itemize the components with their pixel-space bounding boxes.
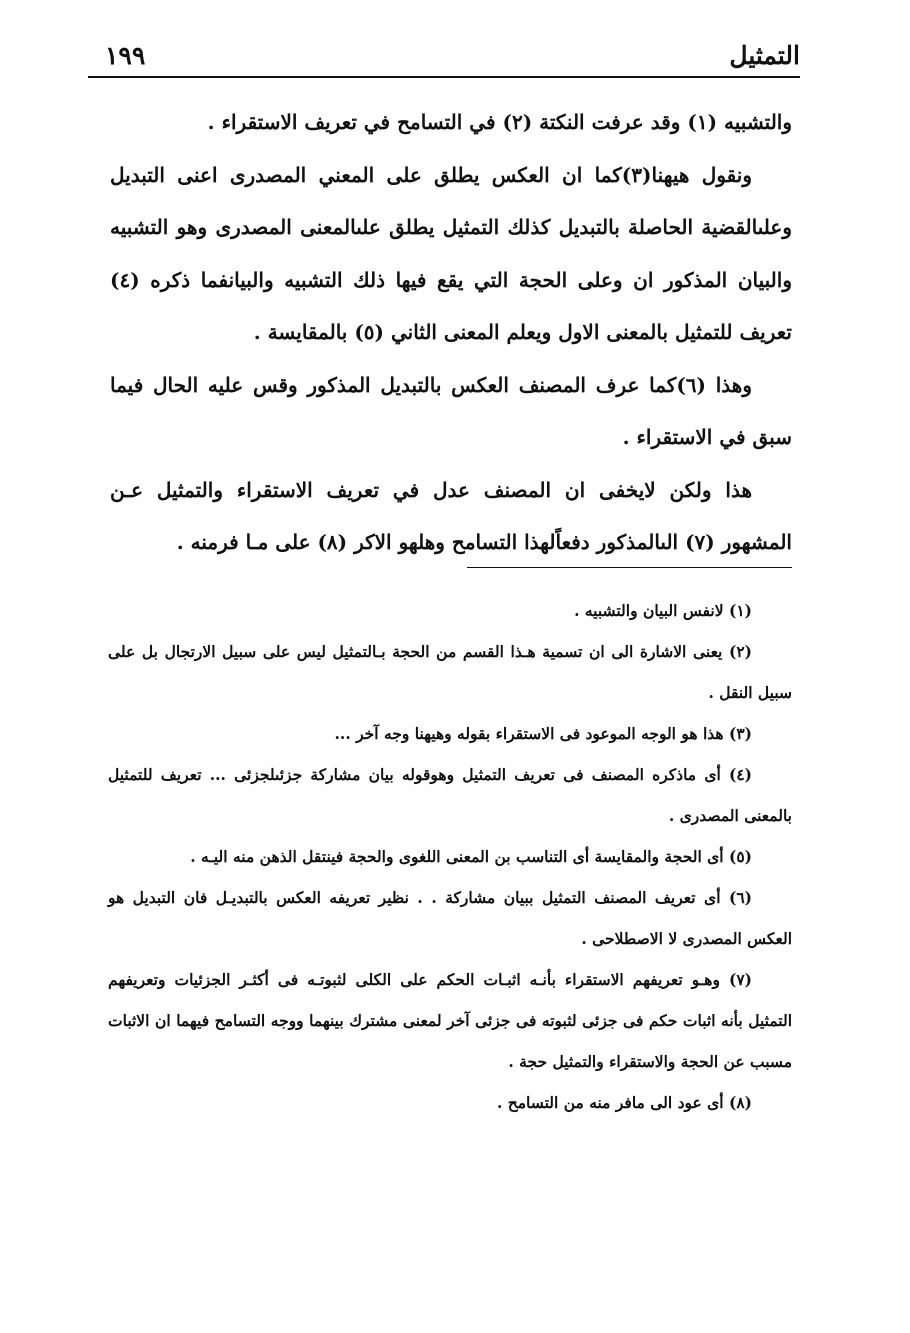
footnote: (٥) أى الحجة والمقايسة أى التناسب بن المعنى اللغوى والحجة فينتقل الذهن منه اليـه . — [190, 847, 752, 866]
page-header — [105, 30, 800, 70]
footnote: (٢) يعنى الاشارة الى ان تسمية هـذا القسم من الحجة بـالتمثيل ليس على سبيل الارتجال بل على سبيل النقل . — [108, 642, 792, 702]
footnote: (٦) أى تعريف المصنف التمثيل ببيان مشاركة . . نظير تعريفه العكس بالتبديـل فان التبديل هو العكس المصدرى لا الاصطلاحى . — [108, 888, 792, 948]
footnote: (٨) أى عود الى مافر منه من التسامح . — [496, 1093, 752, 1112]
main-paragraph: هذا ولكن لايخفى ان المصنف عدل في تعريف الاستقراء والتمثيل عـن المشهور (٧) الىالمذكور دفعاًلهذا التسامح وهلهو الاكر (٨) على مـا فرمنه . — [110, 477, 792, 554]
main-text — [110, 96, 792, 569]
footnotes — [108, 590, 792, 1123]
footnote: (٧) وهـو تعريفهم الاستقراء بأنـه اثبـات الحكم على الكلى لثبوتـه فى أكثـر الجزئيات وتعريفهم التمثيل بأنه اثبات حكم فى جزئى لثبوته فى جزئى آخر لمعنى مشترك بينهما ووجه التسامح فيهما ان الاثبات مسبب عن الحجة والاستقراء والتمثيل حجة . — [108, 970, 792, 1071]
footnote-separator — [467, 567, 792, 568]
footnote: (٤) أى ماذكره المصنف فى تعريف التمثيل وهوقوله بيان مشاركة جزئىلجزئى ... تعريف للتمثيل بالمعنى المصدرى . — [108, 765, 792, 825]
main-paragraph: والتشبيه (١) وقد عرفت النكتة (٢) في التسامح في تعريف الاستقراء . — [207, 110, 792, 134]
main-paragraph: ونقول هيهنا(٣)كما ان العكس يطلق على المعني المصدرى اعنى التبديل وعلىالقضية الحاصلة بالتبديل كذلك التمثيل يطلق علىالمعنى المصدرى وهو التشبيه والبيان المذكور ان وعلى الحجة التي يقع فيها ذلك التشبيه والبيانفما ذكره (٤) تعريف للتمثيل بالمعنى الاول ويعلم المعنى الثاني (٥) بالمقايسة . — [110, 162, 792, 344]
header-rule — [88, 76, 800, 78]
footnote: (٣) هذا هو الوجه الموعود فى الاستقراء بقوله وهيهنا وجه آخر ... — [334, 724, 752, 743]
main-paragraph: وهذا (٦)كما عرف المصنف العكس بالتبديل المذكور وقس عليه الحال فيما سبق في الاستقراء . — [110, 372, 792, 449]
running-title: التمثيل — [729, 41, 800, 70]
footnote: (١) لانفس البيان والتشبيه . — [574, 601, 752, 620]
page-number: ١٩٩ — [105, 41, 146, 70]
